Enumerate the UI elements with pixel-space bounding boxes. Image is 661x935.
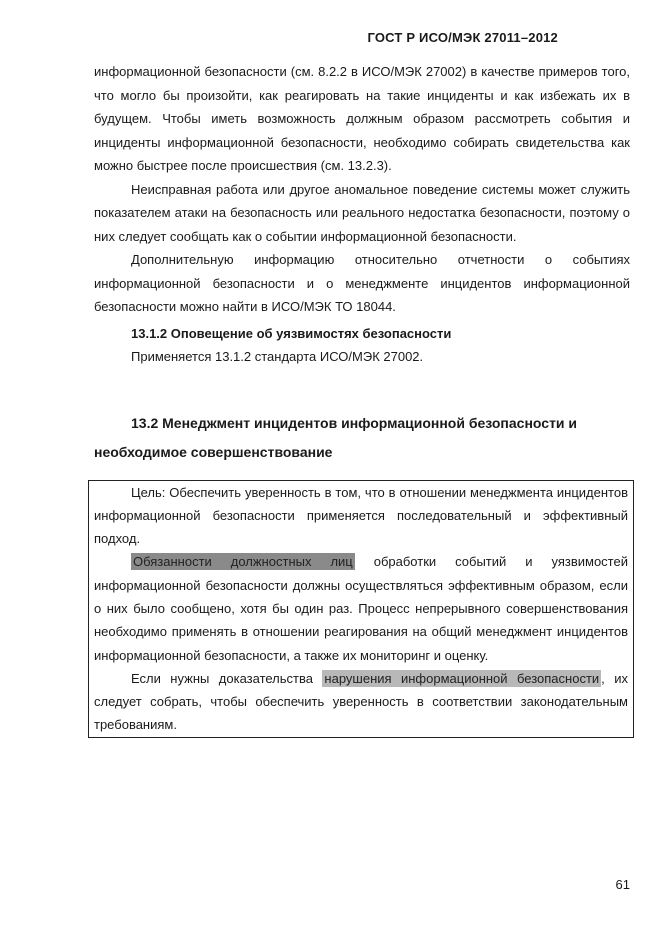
- document-header: ГОСТ Р ИСО/МЭК 27011–2012: [367, 30, 558, 45]
- paragraph-3: Дополнительную информацию относительно отчетности о событиях информационной безопасности и о менеджменте инцидентов информационной безопасности можно найти в ИСО/МЭК ТО 18044.: [94, 252, 630, 314]
- box-paragraph-3-text: , их следует собрать, чтобы обеспечить уверенность в соответствии законодательным требованиям.: [94, 670, 628, 733]
- objective-box: [88, 480, 634, 738]
- box-paragraph-3: [94, 667, 628, 737]
- section-heading: 13.2 Менеджмент инцидентов информационной безопасности и необходимое совершенствование: [94, 414, 578, 460]
- box-paragraph-2: [94, 550, 628, 666]
- box-paragraph-2-text: обработки событий и уязвимостей информационной безопасности должны осуществляться эффективным образом, если о них было сообщено, хотя бы один раз. Процесс непрерывного совершенствования необходимо применять в отношении реагирования на общий менеджмент инцидентов информационной безопасности, а также их мониторинг и оценку.: [94, 554, 628, 663]
- page-number: 61: [615, 877, 630, 892]
- paragraph-2: Неисправная работа или другое аномальное поведение системы может служить показателем атаки на безопасность или реального недостатка безопасности, поэтому о них следует сообщать как о событии информационной безопасности.: [94, 181, 630, 244]
- box-paragraph-3-start: Если нужны доказательства: [131, 670, 323, 686]
- highlight-violation: нарушения информационной безопасности: [324, 670, 600, 686]
- box-goal: Цель: Обеспечить уверенность в том, что в отношении менеджмента инцидентов информационной безопасности применяется последовательный и эффективный подход.: [94, 484, 628, 547]
- highlight-responsibilities: Обязанности должностных лиц: [133, 554, 353, 570]
- subsection-text: Применяется 13.1.2 стандарта ИСО/МЭК 27002.: [131, 349, 424, 364]
- paragraph-1: информационной безопасности (см. 8.2.2 в ИСО/МЭК 27002) в качестве примеров того, что могло бы произойти, как реагировать на такие инциденты и как избежать их в будущем. Чтобы иметь возможность должным образом рассмотреть события и инциденты информационной безопасности, необходимо собирать свидетельства как можно быстрее после происшествия (см. 13.2.3).: [94, 64, 630, 173]
- subsection-heading: 13.1.2 Оповещение об уязвимостях безопасности: [131, 325, 452, 341]
- page-content: [94, 60, 630, 738]
